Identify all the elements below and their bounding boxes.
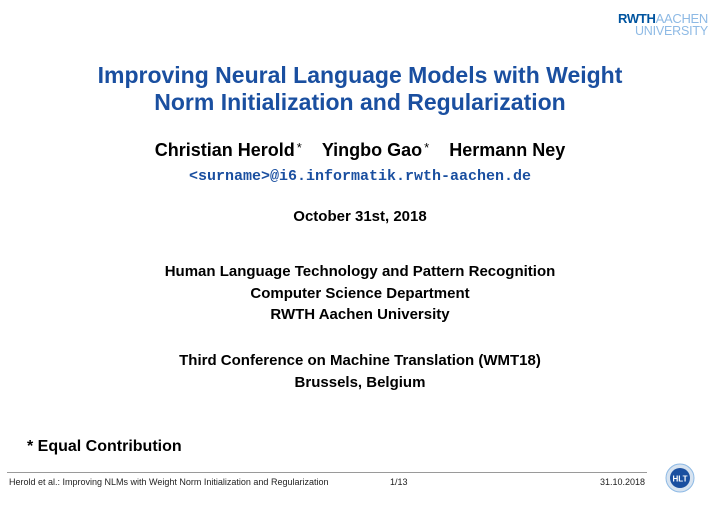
- logo-university-text: UNIVERSITY: [634, 24, 708, 38]
- logo-rwth-text: RWTH: [618, 11, 656, 26]
- footer-date: 31.10.2018: [600, 477, 646, 487]
- conference: [0, 350, 720, 393]
- conference-line-1: Third Conference on Machine Translation (WMT18): [179, 352, 541, 369]
- page-number: 1/13: [390, 477, 408, 487]
- email-address: <surname>@i6.informatik.rwth-aachen.de: [188, 168, 532, 185]
- affiliation-line-2: Computer Science Department: [250, 284, 470, 302]
- affiliation-line-1: Human Language Technology and Pattern Recognition: [164, 263, 556, 280]
- logo-aachen-text: AACHEN: [655, 11, 708, 26]
- hlt-badge-text: HLT: [672, 474, 688, 484]
- title-line-2: Norm Initialization and Regularization: [154, 89, 566, 115]
- author-mark: *: [296, 140, 302, 155]
- author-name: Hermann Ney: [449, 140, 566, 160]
- footer-title: Herold et al.: Improving NLMs with Weight Norm Initialization and Regularization: [9, 477, 329, 487]
- footer-divider: [7, 472, 647, 473]
- hlt-logo-icon: [665, 463, 695, 493]
- equal-contribution-note: * Equal Contribution: [27, 438, 182, 455]
- title-line-1: Improving Neural Language Models with Weight: [97, 62, 623, 88]
- affiliation-line-3: RWTH Aachen University: [270, 306, 450, 323]
- conference-line-2: Brussels, Belgium: [294, 373, 426, 391]
- rwth-logo: [618, 12, 708, 38]
- presentation-date: October 31st, 2018: [293, 208, 427, 225]
- affiliation: [0, 261, 720, 326]
- author-mark: *: [424, 140, 430, 155]
- author-list: [0, 140, 720, 161]
- author-name: Yingbo Gao: [321, 140, 423, 160]
- author-name: Christian Herold: [154, 140, 295, 160]
- slide-title: [0, 62, 720, 116]
